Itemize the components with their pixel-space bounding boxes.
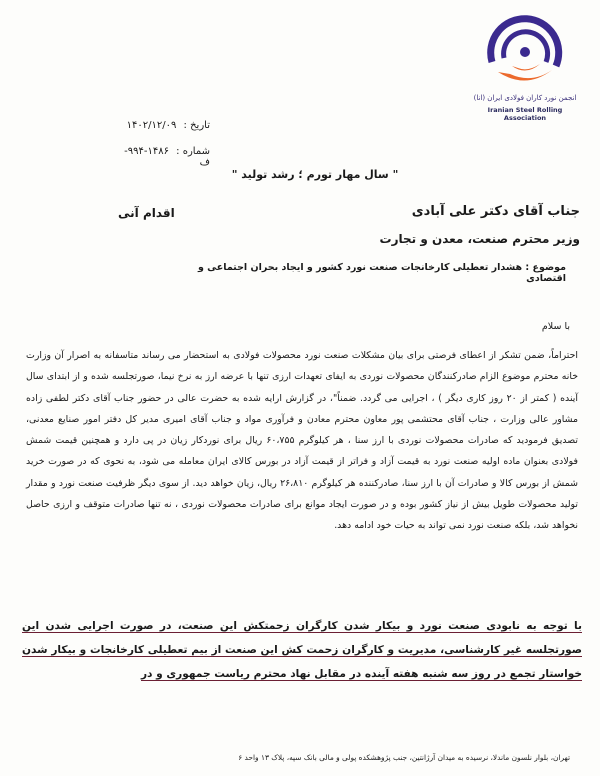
highlighted-paragraph (22, 614, 582, 686)
letter-subject: موضوع : هشدار تعطیلی کارخانجات صنعت نورد کشور و ایجاد بحران اجتماعی و اقتصادی (197, 262, 566, 284)
recipient-name: جناب آقای دکتر علی آبادی (411, 204, 580, 219)
letter-date (120, 120, 210, 131)
number-label: شماره : (176, 146, 210, 157)
urgent-label: اقدام آنی (118, 206, 175, 220)
letter-number (120, 146, 210, 168)
letterhead-logo (470, 14, 580, 124)
org-name-en: Iranian Steel Rolling Association (487, 106, 563, 122)
number-value: ۱۴۸۶-۹۹۴- ف (124, 146, 210, 168)
org-name-fa: انجمن نورد کاران فولادی ایران (انا) (473, 94, 577, 102)
isra-logo-icon (482, 14, 568, 94)
recipient-title: وزیر محترم صنعت، معدن و تجارت (379, 232, 580, 246)
date-label: تاریخ : (183, 120, 210, 131)
letter-body: احتراماً، ضمن تشکر از اعطای فرصتی برای بیان مشکلات صنعت نورد محصولات فولادی به استحضار می رساند متاسفانه به اصرار آن وزارت خانه محترم موضوع الزام صادرکنندگان محصولات نوردی به ایفای تعهدات ارزی تنها با عرضه ارز به نرخ نیما، صورتجلسه شده و از ابتدای سال آینده ( کمتر از ۲۰ روز کاری دیگر ) ، اجرایی می گردد. ضمناً"، در گزارش ارایه شده به حضرت عالی در حضور جناب آقای دکتر لطفی زاده مشاور عالی وزارت ، جناب آقای محتشمی پور معاون محترم معادن و فرآوری مواد و جناب آقای امیری مدیر کل دفتر امور صنایع معدنی، تصدیق فرمودید که صادرات محصولات نوردی با ارز سنا ، هر کیلوگرم ۶۰،۷۵۵ ریال برای نوردکار زیان در پی دارد و همچنین قیمت شمش فولادی بعنوان ماده اولیه صنعت نورد به قیمت آزاد و فراتر از قیمت آزاد در بورس کالای ایران معامله می شود، به نحوی که در صورت خرید شمش از بورس کالا و صادرات آن با ارز سنا، صادرکننده هر کیلوگرم ۲۶،۸۱۰ ریال، زیان خواهد دید. از سوی دیگر ظرفیت صنعت نورد و مقدار تولید محصولات طویل بیش از نیاز کشور بوده و در صورت ایجاد موانع برای صادرات محصولات نوردی ، نه تنها صادرات متوقف و ارزی حاصل نخواهد شد، بلکه صنعت نورد نمی تواند به حیات خود ادامه دهد. (26, 350, 578, 532)
date-value: ۱۴۰۲/۱۲/۰۹ (126, 120, 177, 131)
highlighted-text: با توجه به نابودی صنعت نورد و بیکار شدن کارگران زحمتکش این صنعت، در صورت اجرایی شدن این صورتجلسه غیر کارشناسی، مدیریت و کارگران زحمت کش این صنعت از بیم تعطیلی کارخانجات و بیکار شدن خواستار تجمع در روز سه شنبه هفته آینده در مقابل نهاد محترم ریاست جمهوری و در (22, 620, 582, 680)
year-slogan: " سال مهار تورم ؛ رشد تولید " (231, 168, 399, 181)
footer-address: تهران، بلوار نلسون ماندلا، نرسیده به میدان آرژانتین، جنب پژوهشکده پولی و مالی بانک سپه، پلاک ۱۳ واحد ۶ (238, 753, 570, 762)
greeting: با سلام (541, 321, 570, 332)
